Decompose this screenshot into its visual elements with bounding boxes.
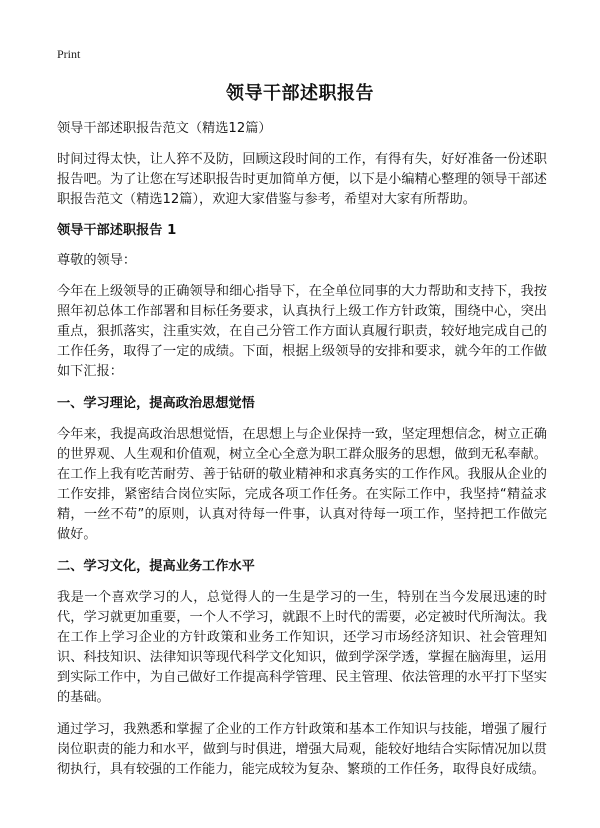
- paragraph-study-theory: 今年来，我提高政治思想觉悟，在思想上与企业保持一致，坚定理想信念，树立正确的世界观、人生观和价值观，树立全心全意为职工群众服务的思想，做到无私奉献。在工作上我有吃苦耐劳、善于钻研的敬业精神和求真务实的工作作风。我服从企业的工作安排，紧密结合岗位实际，完成各项工作任务。在实际工作中，我坚持“精益求精，一丝不苟”的原则，认真对待每一件事，认真对待每一项工作，坚持把工作做完做好。: [57, 427, 547, 542]
- print-link[interactable]: Print: [57, 47, 81, 61]
- opening-paragraph: 今年在上级领导的正确领导和细心指导下，在全单位同事的大力帮助和支持下，我按照年初总体工作部署和目标任务要求，认真执行上级工作方针政策，围绕中心，突出重点，狠抓落实，注重实效，在自己分管工作方面认真履行职责，较好地完成自己的工作任务，取得了一定的成绩。下面，根据上级领导的安排和要求，就今年的工作做如下汇报：: [57, 284, 547, 379]
- section-heading: 领导干部述职报告 1: [57, 223, 177, 238]
- intro-paragraph: 时间过得太快，让人猝不及防，回顾这段时间的工作，有得有失，好好准备一份述职报告吧。为了让您在写述职报告时更加简单方便，以下是小编精心整理的领导干部述职报告范文（精选12篇），欢迎大家借鉴与参考，希望对大家有所帮助。: [57, 152, 547, 207]
- heading-study-theory: 一、学习理论，提高政治思想觉悟: [57, 396, 255, 411]
- document-subtitle: 领导干部述职报告范文（精选12篇）: [57, 121, 272, 136]
- document-body: [57, 119, 547, 792]
- paragraph-study-results: 通过学习，我熟悉和掌握了企业的工作方针政策和基本工作知识与技能，增强了履行岗位职责的能力和水平，做到与时俱进，增强大局观，能较好地结合实际情况加以贯彻执行，具有较强的工作能力，能完成较为复杂、繁琐的工作任务，取得良好成绩。: [57, 722, 547, 777]
- salutation: 尊敬的领导：: [57, 253, 137, 268]
- heading-study-culture: 二、学习文化，提高业务工作水平: [57, 559, 255, 574]
- paragraph-study-culture: 我是一个喜欢学习的人，总觉得人的一生是学习的一生，特别在当今发展迅速的时代，学习就更加重要，一个人不学习，就跟不上时代的需要，必定被时代所淘汰。我在工作上学习企业的方针政策和业务工作知识，还学习市场经济知识、社会管理知识、科技知识、法律知识等现代科学文化知识，做到学深学透，掌握在脑海里，运用到实际工作中，为自己做好工作提高科学管理、民主管理、依法管理的水平打下坚实的基础。: [57, 590, 547, 705]
- document-title: 领导干部述职报告: [226, 83, 374, 104]
